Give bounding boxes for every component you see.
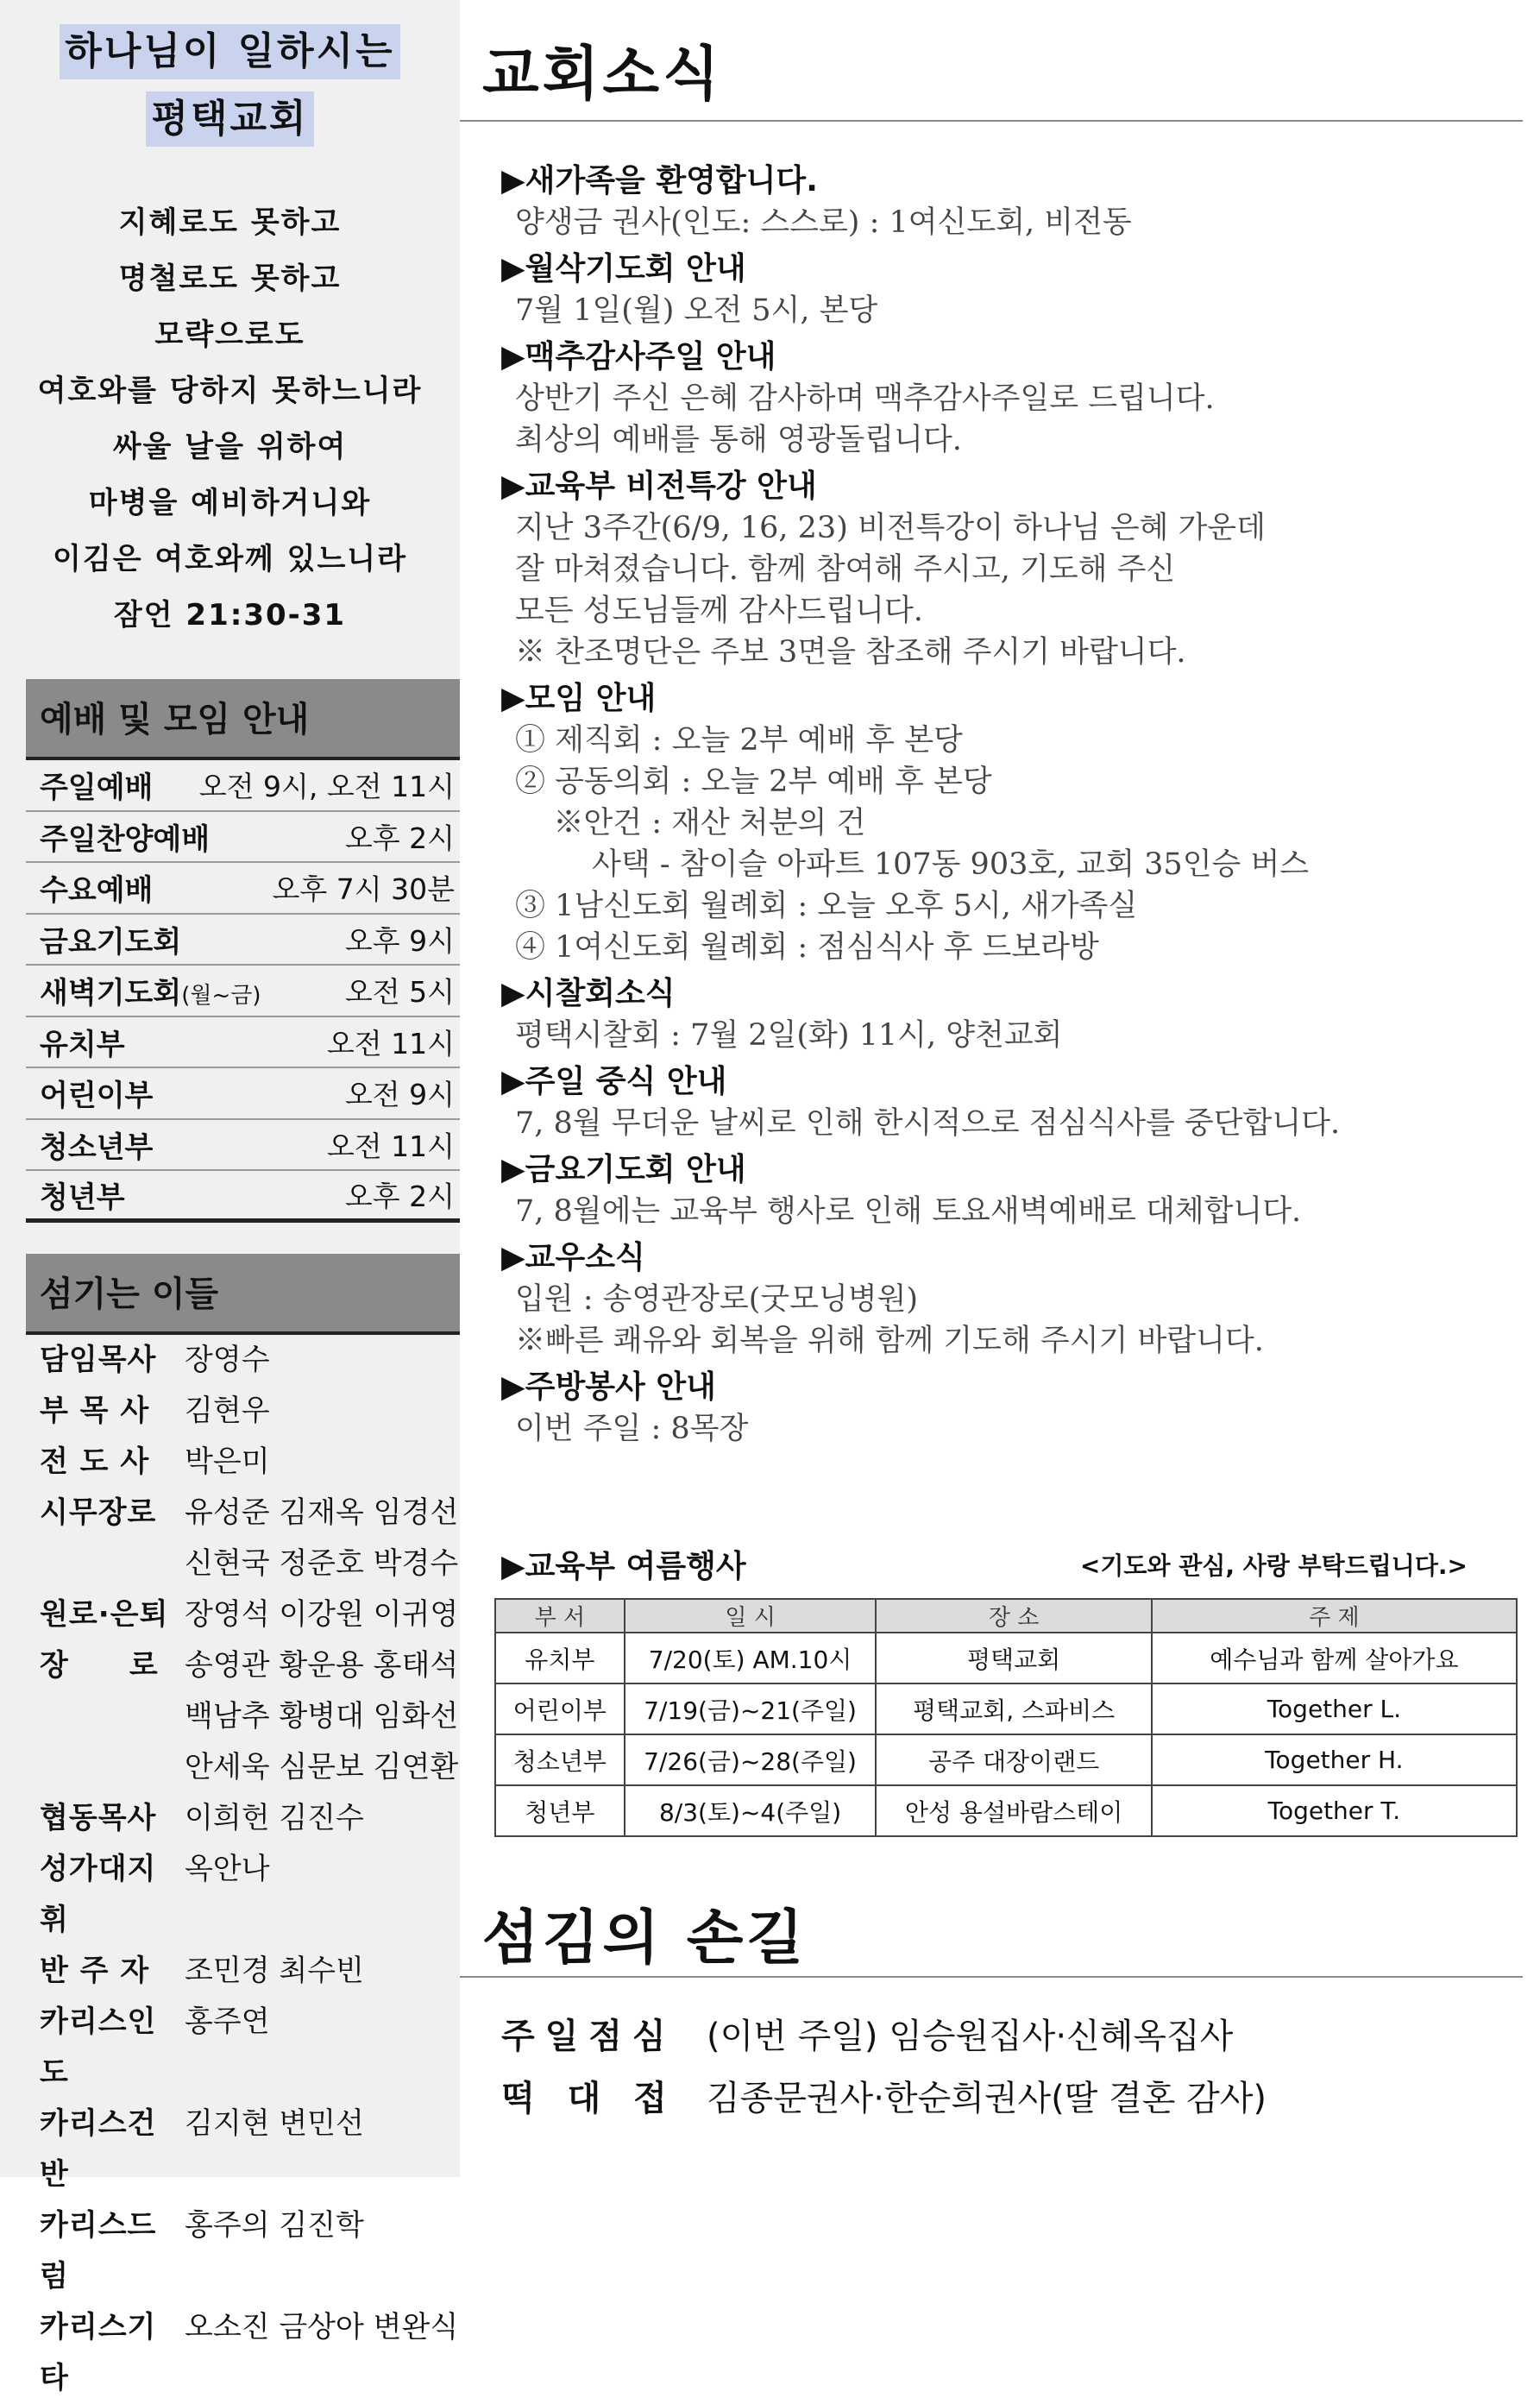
table-header-cell: 주 제	[1152, 1599, 1517, 1633]
serving-hands-value: 김종문권사·한순희권사(딸 결혼 감사)	[707, 2079, 1267, 2118]
worship-name-text: 청년부	[40, 1180, 125, 1215]
news-line: 지난 3주간(6/9, 16, 23) 비전특강이 하나님 은혜 가운데	[515, 511, 1266, 545]
news-line: 이번 주일 : 8목장	[515, 1412, 749, 1446]
verse-line: 지혜로도 못하고	[118, 205, 342, 240]
table-cell: Together L.	[1152, 1683, 1517, 1734]
servant-names: 김현우	[185, 1394, 270, 1428]
servant-row	[40, 1997, 460, 2099]
serving-hands-list	[501, 2005, 1519, 2130]
news-item	[501, 678, 1519, 968]
servant-role: 전 도 사	[40, 1444, 150, 1479]
news-line: 상반기 주신 은혜 감사하며 맥추감사주일로 드립니다.	[515, 381, 1215, 416]
table-row	[495, 1785, 1517, 1836]
news-item	[501, 1367, 1519, 1450]
news-line: 7월 1일(월) 오전 5시, 본당	[515, 293, 878, 328]
worship-section-title: 예배 및 모임 안내	[26, 679, 460, 760]
news-line: ※안건 : 재산 처분의 건	[515, 806, 866, 840]
table-row	[495, 1734, 1517, 1785]
worship-name-text: 주일예배	[40, 771, 154, 806]
worship-time: 오전 11시	[326, 1129, 455, 1163]
table-header-cell: 일 시	[625, 1599, 877, 1633]
news-item	[501, 1237, 1519, 1362]
servant-role: 카리스기타	[40, 2310, 157, 2395]
verse-line: 마병을 예비하거니와	[88, 486, 372, 520]
worship-time: 오전 9시	[344, 1078, 455, 1112]
news-item	[501, 1061, 1519, 1144]
worship-time: 오전 5시	[344, 975, 455, 1010]
news-item	[501, 466, 1519, 673]
worship-name	[40, 918, 181, 960]
main-content	[460, 0, 1540, 2177]
worship-name	[40, 815, 210, 858]
worship-time: 오전 11시	[326, 1026, 455, 1060]
news-line: 입원 : 송영관장로(굿모닝병원)	[515, 1282, 919, 1317]
summer-event-note: <기도와 관심, 사랑 부탁드립니다.>	[1079, 1551, 1468, 1580]
verse-line: 잠언 21:30-31	[113, 598, 347, 632]
servant-names: 오소진 금상아 변완식	[185, 2310, 459, 2344]
news-line: ※ 찬조명단은 주보 3면을 참조해 주시기 바랍니다.	[515, 635, 1186, 670]
worship-name	[40, 1123, 153, 1166]
summer-event-table	[494, 1598, 1518, 1837]
news-line: 사택 - 참이슬 아파트 107동 903호, 교회 35인승 버스	[515, 847, 1310, 882]
worship-row	[26, 863, 460, 915]
table-cell: 어린이부	[495, 1683, 625, 1734]
church-name-line1: 하나님이 일하시는	[60, 24, 399, 79]
worship-row	[26, 966, 460, 1017]
worship-name-text: 금요기도회	[40, 924, 182, 960]
news-heading: ▶시찰회소식	[501, 976, 676, 1011]
news-line: 모든 성도님들께 감사드립니다.	[515, 594, 923, 628]
servant-names: 김지현 변민선	[185, 2106, 364, 2141]
table-cell: 청년부	[495, 1785, 625, 1836]
news-heading: ▶맥추감사주일 안내	[501, 339, 776, 374]
worship-name-suffix: (월~금)	[181, 983, 261, 1010]
news-list	[501, 160, 1519, 1455]
servant-names: 유성준 김재옥 임경선 신현국 정준호 박경수	[185, 1495, 459, 1581]
verse-line: 모략으로도	[154, 318, 305, 352]
servant-role: 협동목사	[40, 1801, 157, 1835]
table-cell: Together T.	[1152, 1785, 1517, 1836]
worship-schedule	[26, 760, 460, 1223]
servant-row	[40, 2099, 460, 2200]
worship-row	[26, 1171, 460, 1223]
news-item	[501, 337, 1519, 461]
worship-name	[40, 1021, 125, 1063]
table-cell: 공주 대장이랜드	[876, 1734, 1151, 1785]
news-heading: ▶금요기도회 안내	[501, 1152, 746, 1187]
news-line: ② 공동의회 : 오늘 2부 예배 후 본당	[515, 765, 992, 799]
worship-name-text: 수요예배	[40, 873, 154, 909]
news-line: 최상의 예배를 통해 영광돌립니다.	[515, 423, 962, 457]
servant-row	[40, 1844, 460, 1946]
news-heading: ▶새가족을 환영합니다.	[501, 163, 818, 198]
worship-name-text: 어린이부	[40, 1079, 154, 1114]
servant-names: 이희헌 김진수	[185, 1801, 364, 1835]
scripture-verse	[0, 195, 460, 644]
servant-names: 박은미	[185, 1444, 270, 1479]
news-line: 양생금 권사(인도: 스스로) : 1여신도회, 비전동	[515, 205, 1132, 240]
table-cell: 청소년부	[495, 1734, 625, 1785]
worship-time: 오전 9시, 오전 11시	[198, 770, 455, 804]
servant-row	[40, 1589, 460, 1793]
servant-row	[40, 2302, 460, 2404]
table-cell: 예수님과 함께 살아가요	[1152, 1633, 1517, 1683]
worship-name	[40, 764, 153, 806]
worship-row	[26, 915, 460, 966]
servant-row	[40, 1437, 460, 1488]
worship-row	[26, 1068, 460, 1120]
worship-row	[26, 1120, 460, 1172]
verse-line: 싸울 날을 위하여	[112, 430, 348, 464]
servant-names: 옥안나	[185, 1852, 270, 1886]
worship-name-text: 유치부	[40, 1027, 125, 1062]
summer-event-title: ▶교육부 여름행사	[501, 1549, 746, 1584]
serving-hands-value: (이번 주일) 임승원집사·신혜옥집사	[707, 2017, 1234, 2056]
table-header-cell: 장 소	[876, 1599, 1151, 1633]
news-heading: ▶주방봉사 안내	[501, 1369, 716, 1405]
table-cell: 안성 용설바람스테이	[876, 1785, 1151, 1836]
worship-name-text: 주일찬양예배	[40, 821, 211, 857]
table-row	[495, 1633, 1517, 1683]
divider	[460, 1976, 1523, 1978]
servant-row	[40, 1386, 460, 1437]
table-cell: Together H.	[1152, 1734, 1517, 1785]
servant-role: 담임목사	[40, 1343, 157, 1377]
serving-hands-label: 떡 대 접	[501, 2079, 677, 2118]
servant-role: 카리스드럼	[40, 2208, 157, 2294]
hands-title: 섬김의 손길	[482, 1904, 808, 1973]
worship-name	[40, 969, 261, 1011]
worship-row	[26, 760, 460, 812]
servant-role: 부 목 사	[40, 1394, 150, 1428]
news-line: ① 제직회 : 오늘 2부 예배 후 본당	[515, 723, 963, 758]
news-item	[501, 1149, 1519, 1232]
news-line: 7, 8월에는 교육부 행사로 인해 토요새벽예배로 대체합니다.	[515, 1194, 1302, 1229]
table-header-cell: 부 서	[495, 1599, 625, 1633]
servant-row	[40, 2200, 460, 2302]
news-item	[501, 973, 1519, 1056]
news-heading: ▶교우소식	[501, 1240, 645, 1275]
serving-hands-row	[501, 2005, 1519, 2067]
news-line: ④ 1여신도회 월례회 : 점심식사 후 드보라방	[515, 930, 1099, 965]
servants-section-title: 섬기는 이들	[26, 1254, 460, 1335]
servant-role: 카리스인도	[40, 2004, 157, 2090]
servant-names: 장영석 이강원 이귀영 송영관 황운용 홍태석 백남추 황병대 임화선 안세욱 심문보 김연환	[185, 1597, 459, 1784]
news-line: 평택시찰회 : 7월 2일(화) 11시, 양천교회	[515, 1018, 1063, 1053]
news-heading: ▶모임 안내	[501, 681, 657, 716]
news-line: ③ 1남신도회 월례회 : 오늘 오후 5시, 새가족실	[515, 889, 1138, 923]
worship-name-text: 새벽기도회	[40, 976, 182, 1011]
servant-names: 장영수	[185, 1343, 270, 1377]
verse-line: 명철로도 못하고	[118, 261, 342, 296]
servant-names: 홍주의 김진학	[185, 2208, 364, 2243]
worship-time: 오후 2시	[344, 1179, 455, 1213]
servant-row	[40, 1946, 460, 1997]
servants-list	[40, 1335, 460, 2404]
summer-event-header	[501, 1542, 1502, 1586]
table-cell: 평택교회, 스파비스	[876, 1683, 1151, 1734]
servant-row	[40, 1335, 460, 1386]
worship-name-text: 청소년부	[40, 1130, 154, 1165]
serving-hands-label: 주일점심	[501, 2017, 676, 2056]
worship-row	[26, 812, 460, 864]
divider	[460, 120, 1523, 122]
news-line: 7, 8월 무더운 날씨로 인해 한시적으로 점심식사를 중단합니다.	[515, 1106, 1341, 1141]
servant-role: 시무장로	[40, 1495, 157, 1530]
servant-names: 조민경 최수빈	[185, 1954, 364, 1988]
worship-name	[40, 1174, 125, 1216]
worship-time: 오후 9시	[344, 923, 455, 958]
table-row	[495, 1683, 1517, 1734]
servant-role: 카리스건반	[40, 2106, 157, 2192]
servant-role: 원로·은퇴 장 로	[40, 1597, 169, 1683]
worship-row	[26, 1017, 460, 1069]
news-title: 교회소식	[482, 41, 723, 109]
verse-line: 여호와를 당하지 못하느니라	[37, 374, 423, 408]
table-cell: 유치부	[495, 1633, 625, 1683]
table-cell: 7/26(금)~28(주일)	[625, 1734, 877, 1785]
table-cell: 8/3(토)~4(주일)	[625, 1785, 877, 1836]
worship-name	[40, 866, 153, 909]
servant-role: 성가대지휘	[40, 1852, 157, 1937]
worship-time: 오후 2시	[344, 821, 455, 855]
table-cell: 7/19(금)~21(주일)	[625, 1683, 877, 1734]
servant-row	[40, 1488, 460, 1589]
church-header	[0, 24, 460, 159]
servant-role: 반 주 자	[40, 1954, 150, 1988]
news-item	[501, 160, 1519, 243]
news-line: 잘 마쳐졌습니다. 함께 참여해 주시고, 기도해 주신	[515, 552, 1176, 587]
news-line: ※빠른 쾌유와 회복을 위해 함께 기도해 주시기 바랍니다.	[515, 1324, 1264, 1358]
news-heading: ▶월삭기도회 안내	[501, 251, 746, 286]
table-header-row	[495, 1599, 1517, 1633]
news-heading: ▶교육부 비전특강 안내	[501, 469, 817, 504]
sidebar	[0, 0, 460, 2395]
verse-line: 이김은 여호와께 있느니라	[53, 542, 407, 576]
servant-row	[40, 1793, 460, 1844]
worship-name	[40, 1072, 153, 1114]
table-cell: 7/20(토) AM.10시	[625, 1633, 877, 1683]
church-name-line2: 평택교회	[146, 91, 313, 147]
news-heading: ▶주일 중식 안내	[501, 1064, 727, 1099]
serving-hands-row	[501, 2067, 1519, 2130]
news-item	[501, 249, 1519, 331]
servant-names: 홍주연	[185, 2004, 270, 2039]
worship-time: 오후 7시 30분	[272, 872, 455, 907]
table-cell: 평택교회	[876, 1633, 1151, 1683]
